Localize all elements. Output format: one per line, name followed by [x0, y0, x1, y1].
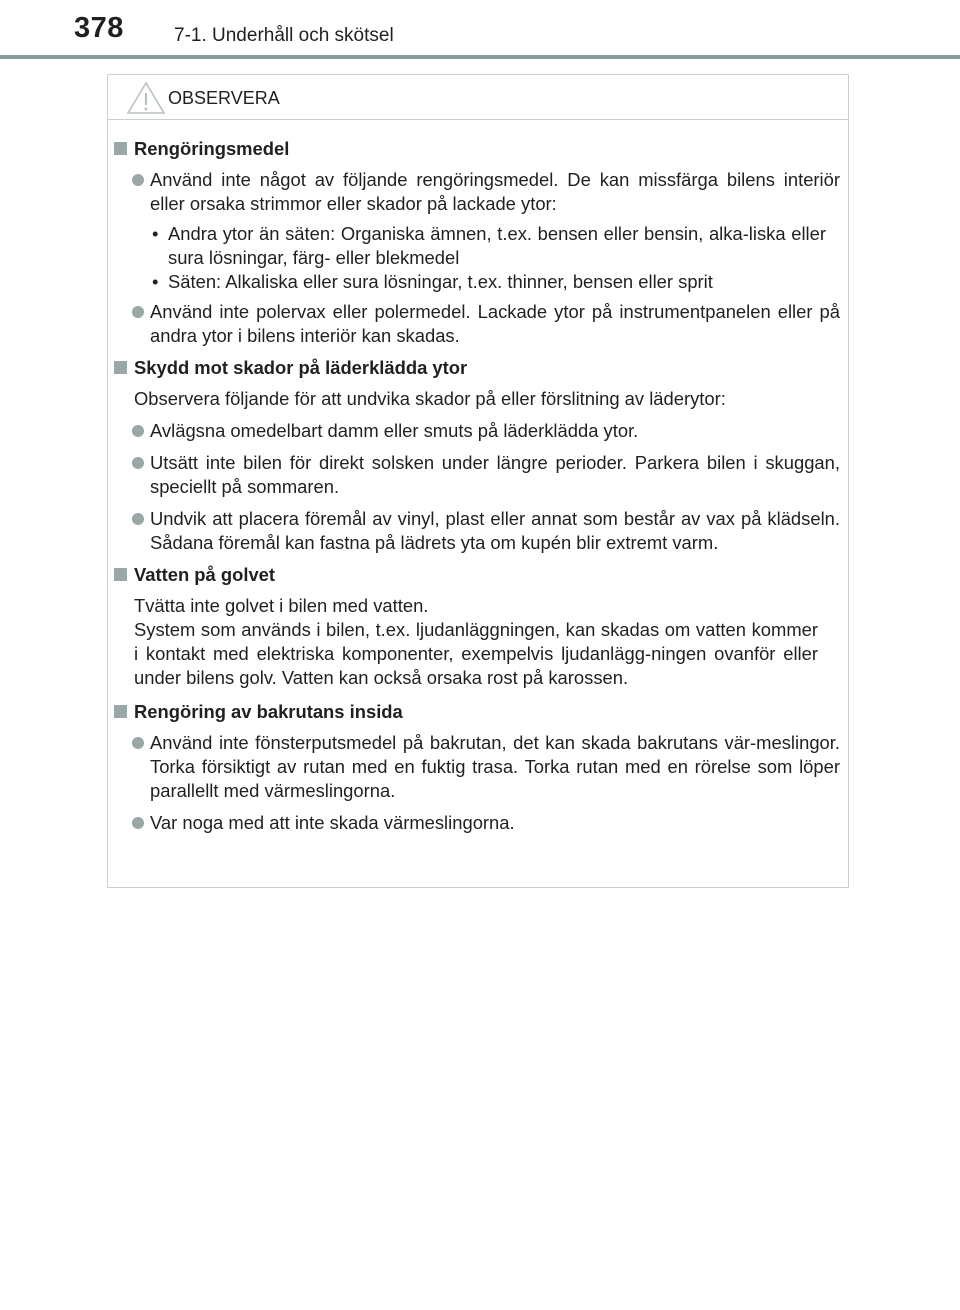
header-rule: [0, 55, 960, 59]
round-bullet-icon: [132, 513, 144, 525]
list-item: Använd inte fönsterputsmedel på bakrutan, det kan skada bakrutans vär-meslingor. Torka försiktigt av rutan med en fuktig trasa. Torka rutan med en rörelse som löper parallellt med värmeslingorna.: [108, 731, 848, 803]
section-title: Rengöring av bakrutans insida: [108, 700, 848, 724]
round-bullet-icon: [132, 306, 144, 318]
list-item: Undvik att placera föremål av vinyl, plast eller annat som består av vax på klädseln. Sådana föremål kan fastna på lädrets yta om kupén blir extremt varm.: [108, 507, 848, 555]
square-bullet-icon: [114, 361, 127, 374]
round-bullet-icon: [132, 457, 144, 469]
chapter-title: 7-1. Underhåll och skötsel: [174, 25, 394, 46]
paragraph: Tvätta inte golvet i bilen med vatten.: [134, 595, 429, 616]
round-bullet-icon: [132, 737, 144, 749]
paragraph: System som används i bilen, t.ex. ljudanläggningen, kan skadas om vatten kommer i kontakt med elektriska komponenter, exempelvis ljudanlägg-ningen ovanför eller under bilens golv. Vatten kan också orsaka rost på karossen.: [134, 619, 818, 688]
notice-header: [108, 75, 848, 120]
list-item: Använd inte polervax eller polermedel. Lackade ytor på instrumentpanelen eller på andra ytor i bilens interiör kan skadas.: [108, 300, 848, 348]
section-skydd-lader: [108, 356, 848, 555]
notice-title: OBSERVERA: [168, 88, 280, 108]
section-bakruta: [108, 700, 848, 835]
round-bullet-icon: [132, 425, 144, 437]
page-number: 378: [74, 12, 124, 44]
sub-list: [108, 222, 848, 294]
section-title: Rengöringsmedel: [108, 137, 848, 161]
section-title: Vatten på golvet: [108, 563, 848, 587]
square-bullet-icon: [114, 705, 127, 718]
round-bullet-icon: [132, 817, 144, 829]
square-bullet-icon: [114, 568, 127, 581]
page-header: [0, 0, 960, 62]
section-intro: Observera följande för att undvika skador på eller förslitning av läderytor:: [134, 388, 726, 409]
sub-list-item: • Andra ytor än säten: Organiska ämnen, t.ex. bensen eller bensin, alka-liska eller sura lösningar, färg- eller blekmedel: [152, 223, 826, 268]
dash-bullet-icon: •: [152, 271, 159, 292]
warning-triangle-icon: [126, 81, 166, 115]
list-item: Avlägsna omedelbart damm eller smuts på läderklädda ytor.: [108, 419, 848, 443]
list-item: Utsätt inte bilen för direkt solsken under längre perioder. Parkera bilen i skuggan, speciellt på sommaren.: [108, 451, 848, 499]
section-title: Skydd mot skador på läderklädda ytor: [108, 356, 848, 380]
section-vatten-golvet: [108, 563, 848, 690]
sub-list-item: • Säten: Alkaliska eller sura lösningar, t.ex. thinner, bensen eller sprit: [152, 271, 713, 292]
section-rengoringsmedel: [108, 137, 848, 348]
list-item: Var noga med att inte skada värmeslingorna.: [108, 811, 848, 835]
round-bullet-icon: [132, 174, 144, 186]
notice-content: [108, 137, 848, 843]
list-item: Använd inte något av följande rengöringsmedel. De kan missfärga bilens interiör eller orsaka strimmor eller skador på lackade ytor:: [108, 168, 848, 216]
dash-bullet-icon: •: [152, 223, 159, 244]
notice-box: [107, 74, 849, 888]
square-bullet-icon: [114, 142, 127, 155]
